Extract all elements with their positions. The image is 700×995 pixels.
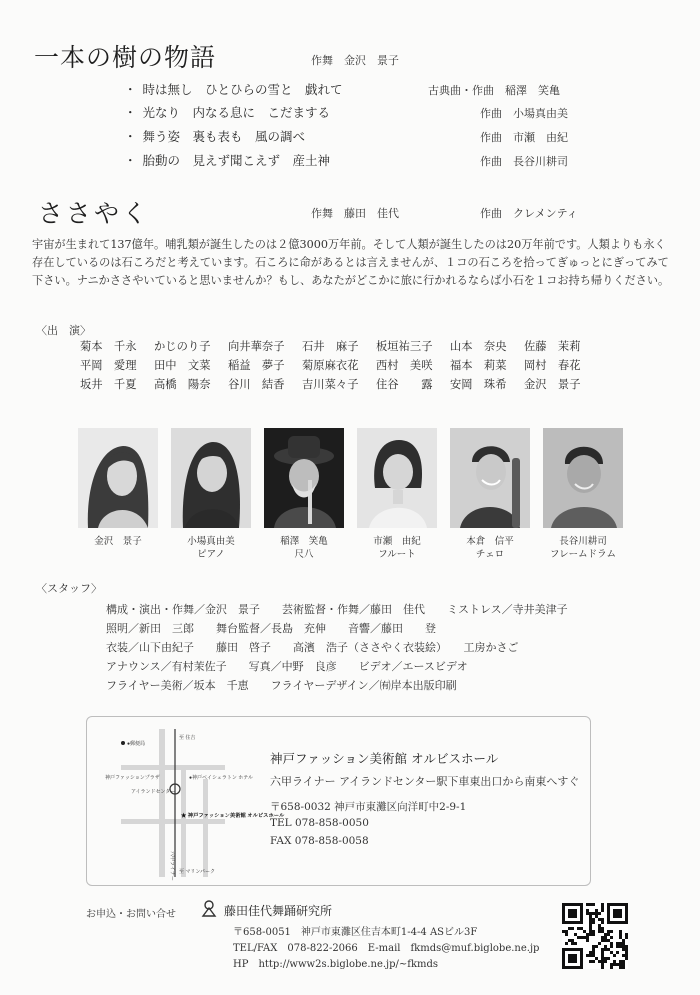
cast-label: 〈出 演〉 — [36, 324, 91, 337]
musician-photo — [543, 428, 623, 528]
musician-name: 長谷川耕司 — [559, 536, 607, 547]
musician-name: 小場真由美 — [187, 536, 235, 547]
contact-org: 藤田佳代舞踊研究所 — [224, 904, 333, 918]
qr-code-icon[interactable] — [562, 903, 628, 969]
musician-card — [450, 428, 530, 561]
cast-member: 西村 美咲 — [376, 359, 433, 372]
musician-name: 稲澤 笑亀 — [280, 536, 328, 547]
cast-member: 平岡 愛理 — [80, 359, 137, 372]
musician-card — [171, 428, 251, 561]
song-title: 時は無し ひとひらの雪と 戯れて — [142, 82, 343, 97]
venue-map — [101, 729, 285, 881]
musician-photo — [171, 428, 251, 528]
cast-member: 稲益 夢子 — [228, 359, 285, 372]
cast-member: 高橋 陽奈 — [154, 378, 211, 391]
bullet: ・ — [124, 105, 137, 120]
cast-member: 坂井 千夏 — [80, 378, 137, 391]
cast-member: 住谷 露 — [376, 378, 433, 391]
cast-member: 菊本 千永 — [80, 340, 137, 353]
program2-music-credit: 作曲 クレメンティ — [480, 207, 578, 220]
staff-label: 〈スタッフ〉 — [36, 582, 102, 595]
map-label-museum: ★ 神戸ファッション美術館 オルビスホール — [181, 813, 285, 819]
staff-line: 衣装／山下由紀子 藤田 啓子 高濱 浩子（ささやく衣装絵） 工房かさご — [106, 641, 519, 654]
musician-card — [78, 428, 158, 561]
musician-photos — [78, 428, 623, 561]
venue-access: 六甲ライナー アイランドセンター駅下車東出口から南東へすぐ — [270, 775, 580, 788]
musician-photo — [264, 428, 344, 528]
song-3 — [124, 127, 305, 145]
cast-member: 吉川菜々子 — [302, 378, 359, 391]
cast-member: 菊原麻衣花 — [302, 359, 359, 372]
cast-member: 石井 麻子 — [302, 340, 359, 353]
program2-description: 宇宙が生まれて137億年。哺乳類が誕生したのは２億3000万年前。そして人類が誕生したのは20万年前です。人類よりも永く存在しているのは石ころだと考えています。石ころに命があるとは言えませんが、１コの石ころを拾ってぎゅっとにぎってみて下さい。ナニかささやいていると思いませんか？もし、あなたがどこかに旅に行かれるならば小石を１コお持ち帰りください。 — [32, 238, 670, 287]
musician-card — [543, 428, 623, 561]
song-4 — [124, 151, 330, 169]
musician-card — [357, 428, 437, 561]
staff-line: フライヤー美術／坂本 千恵 フライヤーデザイン／㈲岸本出版印刷 — [106, 679, 457, 692]
map-label-plaza: 神戸ファッションプラザ — [105, 775, 160, 781]
cast-member: 安岡 珠希 — [450, 378, 507, 391]
cast-member: 田中 文菜 — [154, 359, 211, 372]
studio-logo-icon — [201, 899, 217, 917]
staff-line: アナウンス／有村茉佐子 写真／中野 良彦 ビデオ／エースビデオ — [106, 660, 468, 673]
map-label-court: 至 住吉 — [179, 735, 196, 741]
venue-tel: TEL 078-858-0050 — [270, 817, 369, 829]
musician-photo — [450, 428, 530, 528]
cast-member: 谷川 結香 — [228, 378, 285, 391]
musician-role: チェロ — [475, 549, 505, 560]
musician-name: 金沢 景子 — [94, 536, 142, 547]
program2-choreo-credit: 作舞 藤田 佳代 — [311, 207, 399, 220]
cast-member: 向井華奈子 — [228, 340, 285, 353]
song-credit: 古典曲・作曲 稲澤 笑亀 — [428, 84, 560, 97]
musician-name: 本倉 信平 — [466, 536, 514, 547]
cast-list — [80, 339, 598, 393]
staff-line: 構成・演出・作舞／金沢 景子 芸術監督・作舞／藤田 佳代 ミストレス／寺井美津子 — [106, 603, 568, 616]
map-label-hotel: ●神戸ベイシェラトン ホテル — [189, 775, 254, 781]
program1-choreo-credit: 作舞 金沢 景子 — [311, 54, 399, 67]
cast-member: 山本 奈央 — [450, 340, 507, 353]
musician-role: 尺八 — [294, 549, 314, 560]
map-label-post: ●郵便局 — [127, 741, 146, 747]
musician-card — [264, 428, 344, 561]
contact-address: 〒658-0051 神戸市東灘区住吉本町1-4-4 ASビル3F — [233, 927, 478, 938]
venue-name: 神戸ファッション美術館 オルビスホール — [270, 751, 499, 766]
musician-photo — [78, 428, 158, 528]
contact-hp[interactable]: HP http://www2s.biglobe.ne.jp/~fkmds — [233, 959, 439, 970]
program1-title: 一本の樹の物語 — [34, 43, 217, 72]
cast-member: 福本 莉菜 — [450, 359, 507, 372]
musician-role: フルート — [378, 549, 416, 560]
bullet: ・ — [124, 129, 137, 144]
song-title: 胎動の 見えず聞こえず 産土神 — [142, 153, 331, 168]
program2-title: ささやく — [38, 199, 151, 228]
musician-name: 市瀬 由紀 — [373, 536, 421, 547]
contact-label: お申込・お問い合せ — [86, 909, 176, 920]
cast-member: 岡村 春花 — [524, 359, 581, 372]
cast-member: かじのり子 — [154, 340, 211, 353]
map-label-liner: 六甲ライナー — [169, 851, 175, 881]
musician-role: ピアノ — [197, 549, 225, 560]
venue-fax: FAX 078-858-0058 — [270, 835, 369, 847]
song-1 — [124, 80, 343, 98]
musician-photo — [357, 428, 437, 528]
song-2 — [124, 103, 330, 121]
song-title: 舞う姿 裏も表も 風の調べ — [142, 129, 306, 144]
bullet: ・ — [124, 153, 137, 168]
venue-box — [86, 716, 591, 886]
contact-telfax[interactable]: TEL/FAX 078-822-2066 E-mail fkmds@muf.biglobe.ne.jp — [233, 943, 540, 954]
song-credit: 作曲 長谷川耕司 — [480, 155, 568, 168]
musician-role: フレームドラム — [549, 549, 617, 560]
staff-line: 照明／新田 三郎 舞台監督／長島 充伸 音響／藤田 登 — [106, 622, 436, 635]
song-credit: 作曲 市瀬 由紀 — [480, 131, 568, 144]
cast-member: 板垣祐三子 — [376, 340, 433, 353]
map-label-marine: 至 マリンパーク — [179, 869, 216, 875]
map-label-island: アイランドセンター — [131, 789, 176, 795]
cast-member: 佐藤 茉莉 — [524, 340, 581, 353]
cast-member: 金沢 景子 — [524, 378, 581, 391]
song-credit: 作曲 小場真由美 — [480, 107, 568, 120]
song-title: 光なり 内なる息に こだまする — [142, 105, 331, 120]
venue-address: 〒658-0032 神戸市東灘区向洋町中2-9-1 — [270, 801, 467, 813]
staff-list — [106, 600, 568, 695]
bullet: ・ — [124, 82, 137, 97]
